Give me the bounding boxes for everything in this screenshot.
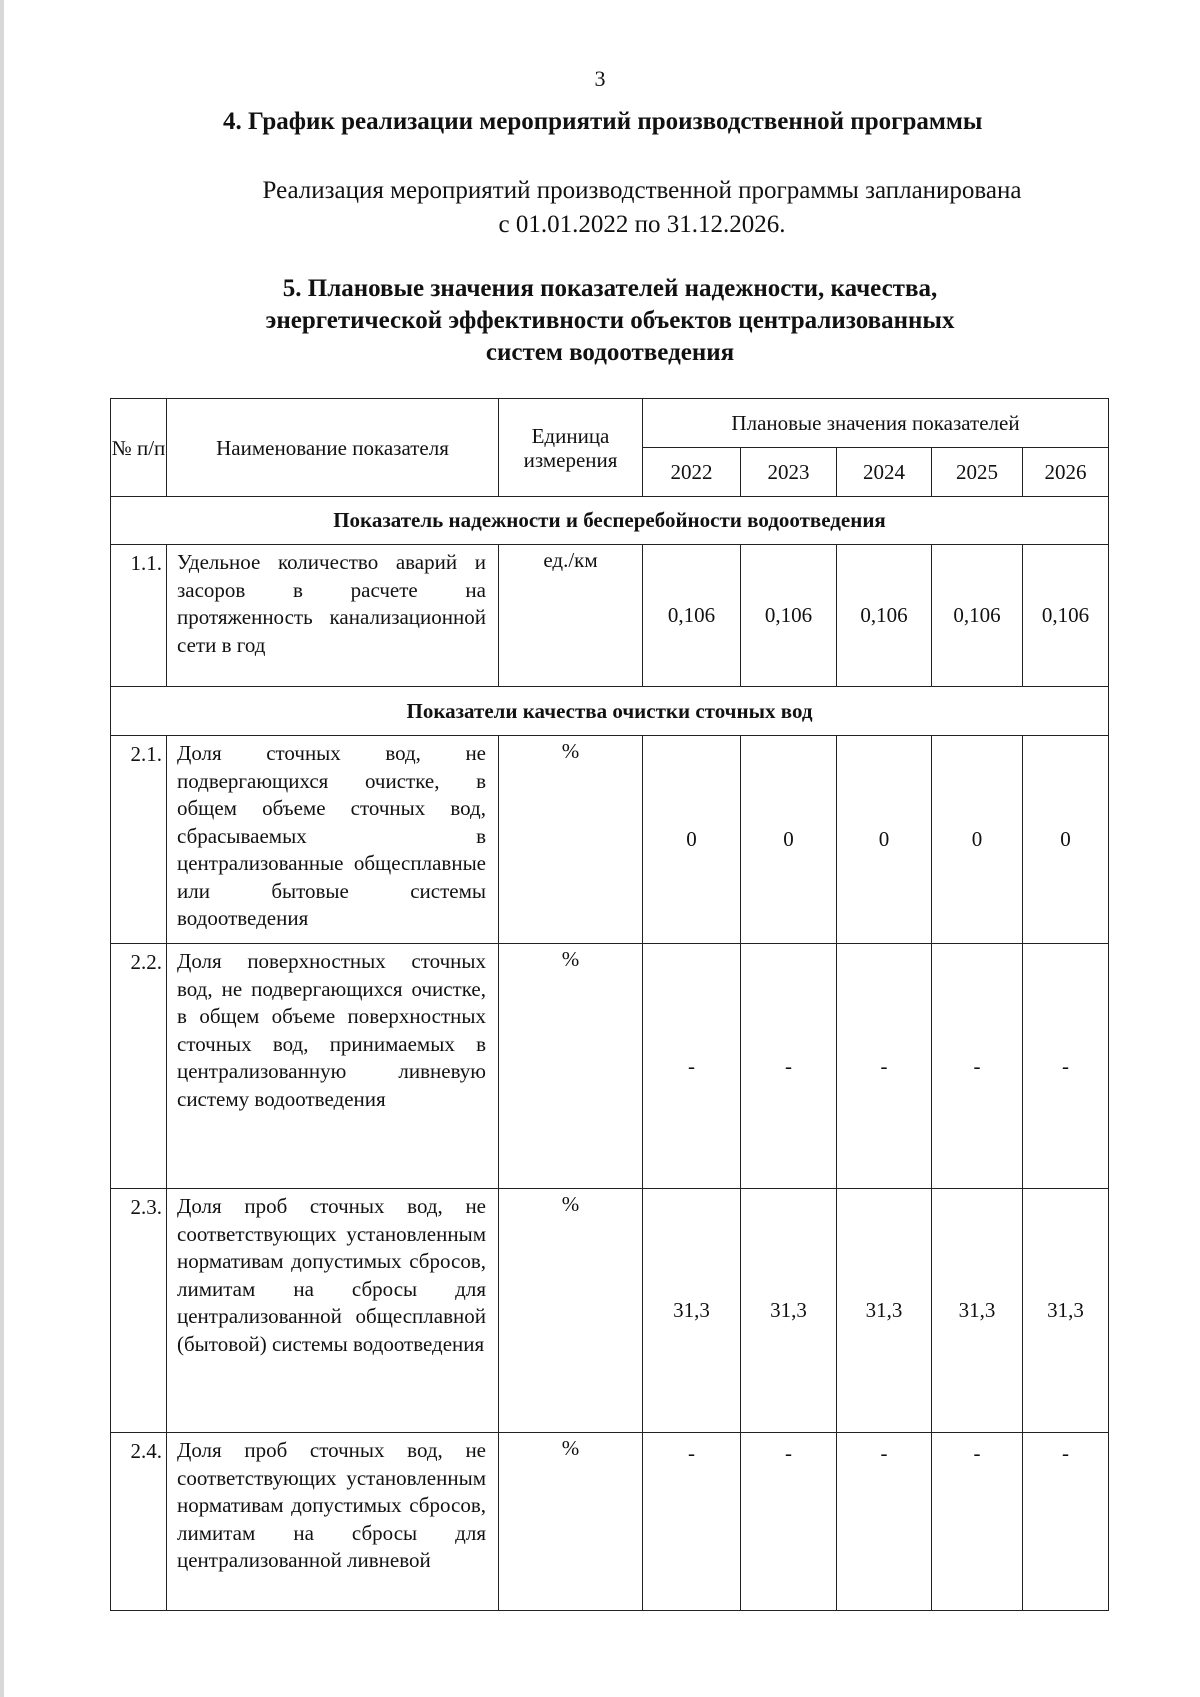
table-row	[111, 545, 1109, 687]
table-row	[111, 1433, 1109, 1611]
row-unit: %	[499, 944, 643, 1189]
row-name: Доля поверхностных сточных вод, не подвергающихся очистке, в общем объеме поверхностных сточных вод, принимаемых в централизованную ливневую систему водоотведения	[167, 944, 499, 1189]
row-num: 2.2.	[111, 944, 167, 1189]
page-number: 3	[594, 66, 606, 91]
row-num: 2.3.	[111, 1189, 167, 1433]
row-value: 0,106	[932, 545, 1023, 687]
row-value: 0	[837, 736, 932, 944]
header-year: 2026	[1023, 448, 1109, 497]
row-unit: %	[499, 1189, 643, 1433]
header-year: 2025	[932, 448, 1023, 497]
row-value: 0,106	[643, 545, 741, 687]
row-num: 1.1.	[111, 545, 167, 687]
row-value: -	[1023, 1433, 1109, 1611]
row-value: -	[837, 944, 932, 1189]
row-value: 31,3	[1023, 1189, 1109, 1433]
section-row	[111, 497, 1109, 545]
section-title: Показатели качества очистки сточных вод	[111, 687, 1109, 736]
row-value: -	[932, 1433, 1023, 1611]
section-5-title-line-3: систем водоотведения	[485, 339, 735, 366]
row-value: -	[932, 944, 1023, 1189]
table-row	[111, 1189, 1109, 1433]
row-num: 2.4.	[111, 1433, 167, 1611]
row-name: Доля проб сточных вод, не соответствующих установленным нормативам допустимых сбросов, лимитам на сбросы для централизованной ливневой	[167, 1433, 499, 1611]
row-value: -	[1023, 944, 1109, 1189]
row-value: 0,106	[741, 545, 837, 687]
row-name: Доля проб сточных вод, не соответствующих установленным нормативам допустимых сбросов, лимитам на сбросы для централизованной общесплавной (бытовой) системы водоотведения	[167, 1189, 499, 1433]
row-value: 31,3	[837, 1189, 932, 1433]
section-5-title	[200, 273, 1020, 369]
section-row	[111, 687, 1109, 736]
row-value: -	[643, 944, 741, 1189]
header-name: Наименование показателя	[167, 399, 499, 497]
row-unit: %	[499, 1433, 643, 1611]
row-value: 0	[1023, 736, 1109, 944]
section-5-title-line-2: энергетической эффективности объектов централизованных	[265, 307, 955, 334]
header-unit: Единица измерения	[499, 399, 643, 497]
table-row	[111, 944, 1109, 1189]
row-num: 2.1.	[111, 736, 167, 944]
row-value: 0,106	[837, 545, 932, 687]
row-value: 31,3	[643, 1189, 741, 1433]
row-name: Доля сточных вод, не подвергающихся очистке, в общем объеме сточных вод, сбрасываемых в централизованные общесплавные или бытовые системы водоотведения	[167, 736, 499, 944]
section-title: Показатель надежности и бесперебойности водоотведения	[111, 497, 1109, 545]
table-row	[111, 736, 1109, 944]
row-value: -	[741, 944, 837, 1189]
row-value: -	[741, 1433, 837, 1611]
header-year: 2023	[741, 448, 837, 497]
row-value: 0	[741, 736, 837, 944]
row-value: 0,106	[1023, 545, 1109, 687]
section-4-text-line-1: Реализация мероприятий производственной программы запланирована	[262, 177, 1022, 204]
row-name: Удельное количество аварий и засоров в расчете на протяженность канализационной сети в год	[167, 545, 499, 687]
section-4-text-line-2: с 01.01.2022 по 31.12.2026.	[498, 211, 786, 238]
row-unit: ед./км	[499, 545, 643, 687]
section-4-text	[200, 174, 1084, 242]
header-planned: Плановые значения показателей	[643, 399, 1109, 448]
row-value: 0	[643, 736, 741, 944]
section-4-title: 4. График реализации мероприятий производственной программы	[223, 108, 983, 135]
row-value: 31,3	[741, 1189, 837, 1433]
row-value: -	[837, 1433, 932, 1611]
row-unit: %	[499, 736, 643, 944]
header-year: 2022	[643, 448, 741, 497]
row-value: 31,3	[932, 1189, 1023, 1433]
header-year: 2024	[837, 448, 932, 497]
row-value: -	[643, 1433, 741, 1611]
section-5-title-line-1: 5. Плановые значения показателей надежности, качества,	[282, 275, 938, 302]
row-value: 0	[932, 736, 1023, 944]
header-num: № п/п	[111, 399, 167, 497]
page-edge	[0, 0, 4, 1697]
table-header-row	[111, 399, 1109, 448]
indicators-table	[110, 398, 1109, 1611]
